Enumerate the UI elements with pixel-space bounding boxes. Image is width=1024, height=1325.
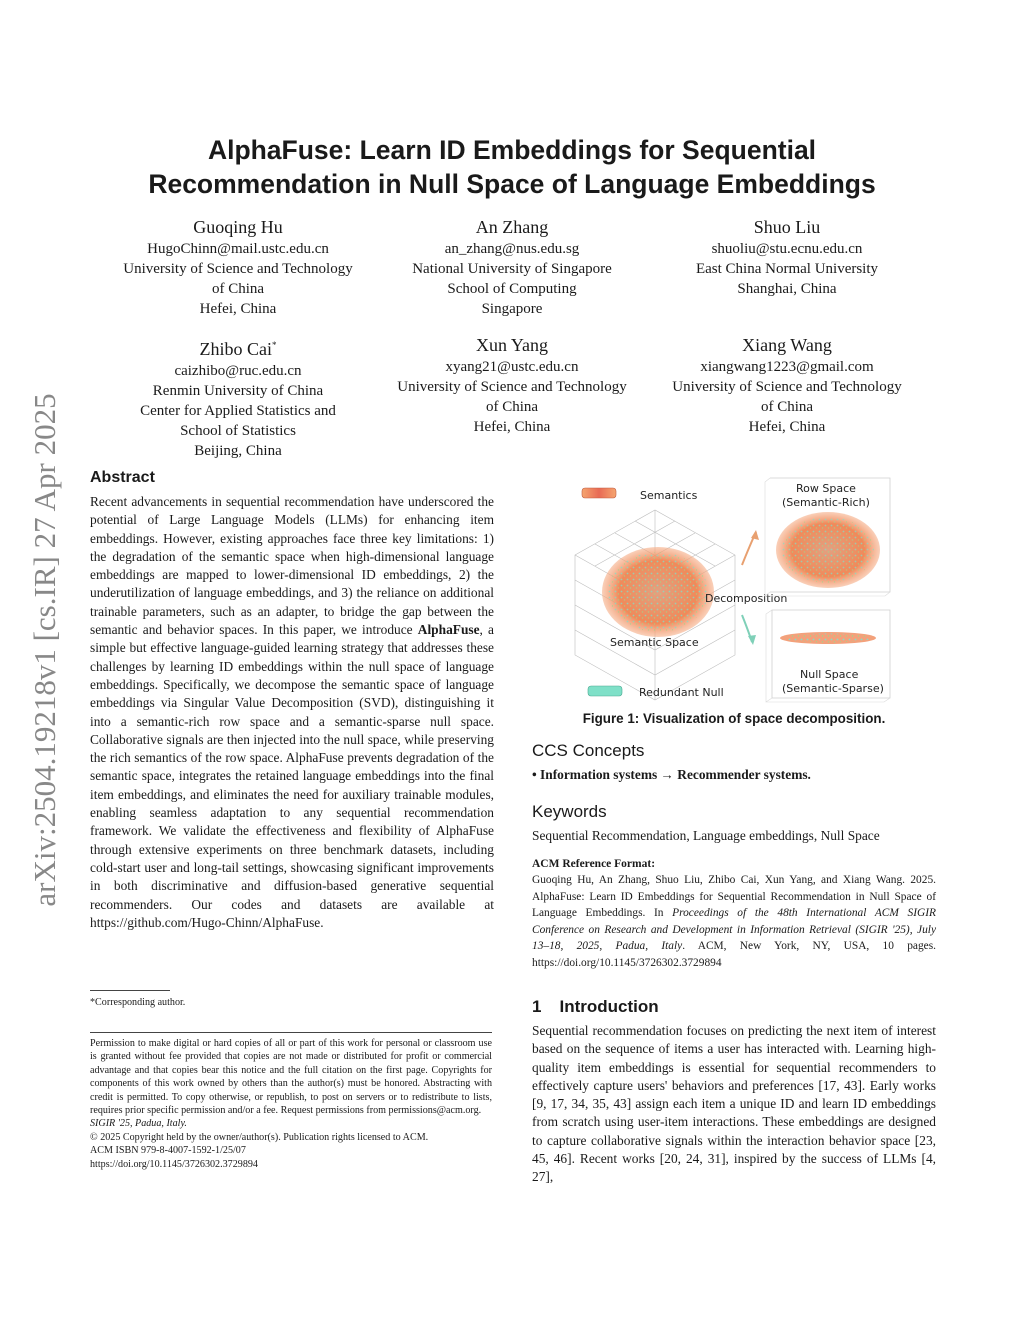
figure-caption: Figure 1: Visualization of space decomposition. <box>582 711 886 726</box>
row-space-panel <box>765 478 890 596</box>
arrow-head-down <box>748 635 756 645</box>
ccs-heading: CCS Concepts <box>532 741 645 760</box>
null-space-panel <box>766 610 890 702</box>
author-name: Guoqing Hu <box>193 217 283 237</box>
decomposition-label: Decomposition <box>705 592 788 605</box>
abstract-heading: Abstract <box>90 469 155 486</box>
row-space-subtitle: (Semantic-Rich) <box>782 496 870 509</box>
author-name: An Zhang <box>475 217 549 237</box>
abstract-section <box>90 469 494 932</box>
author-block-6 <box>652 334 922 437</box>
proceedings-title: Proceedings of the 48th International ACM SIGIR Conference on Research and Development in Information Retrieval (SIGIR '25), July 13–18, 2025, Padua, Italy <box>532 907 936 953</box>
abstract-text: Recent advancements in sequential recommendation have underscored the potential of Large Language Models (LLMs) for enhancing item embeddings. However, existing approaches face three key limitations: 1) the degradation of the semantic space when high-dimensional language embeddings are mapped to lower-dimensional ID embeddings, 2) the underutilization of language embeddings, and 3) the reliance on additional trainable parameters, such as an adapter, to bridge the gap between the semantic and behavior spaces. In this paper, we introduce AlphaFuse, a simple but effective language-guided learning strategy that addresses these challenges by learning ID embeddings within the null space of language embeddings. Specifically, we decompose the semantic space of language embeddings via Singular Value Decomposition (SVD), distinguishing it into a semantic-rich row space and a semantic-sparse null space. Collaborative signals are then injected into the null space, while preserving the rich semantics of the row space. AlphaFuse prevents degradation of the semantic space, integrates the retained language embeddings into the final item embeddings, and eliminates the need for auxiliary trainable modules, enabling seamless adaptation to any sequential recommendation framework. We validate the effectiveness and flexibility of AlphaFuse through extensive experiments on three benchmark datasets, including cold-start user and long-tail settings, showcasing significant improvements in both discriminative and diffusion-based generative sequential recommenders. Our codes and datasets are available at https://github.com/Hugo-Chinn/AlphaFuse. <box>90 494 495 930</box>
figure-1 <box>560 470 940 705</box>
copyright-line: © 2025 Copyright held by the owner/author(s). Publication rights licensed to ACM. <box>90 1131 429 1143</box>
null-legend-swatch <box>588 686 622 696</box>
author-affiliation: School of Statistics <box>180 423 296 439</box>
author-affiliation: Renmin University of China <box>152 383 324 399</box>
introduction-text: Sequential recommendation focuses on predicting the next item of interest based on the sequence of items a user has interacted with. Learning high-quality item embeddings is essential for sequential recommenders to effectively capture users' behaviors and preferences [17, 43]. Early works [9, 17, 34, 35, 43] assign each item a unique ID and learn ID embeddings from scratch using user-item interactions. These embeddings are designed to capture collaborative signals within the interaction behavior space [23, 45, 46]. Recent works [20, 24, 31], inspired by the success of LLMs [4, 27], <box>532 1023 936 1185</box>
semantic-space-label: Semantic Space <box>610 636 699 649</box>
author-block-3 <box>652 216 922 299</box>
acm-reference-heading: ACM Reference Format: <box>532 858 656 870</box>
author-email: shuoliu@stu.ecnu.edu.cn <box>711 241 863 257</box>
author-affiliation: School of Computing <box>447 281 577 297</box>
null-space-subtitle: (Semantic-Sparse) <box>782 682 884 695</box>
keywords-section <box>532 802 936 844</box>
acm-reference-section <box>532 857 936 972</box>
author-block-4 <box>103 334 373 461</box>
keywords-heading: Keywords <box>532 802 607 821</box>
author-affiliation: National University of Singapore <box>412 261 612 277</box>
author-affiliation: of China <box>760 399 814 415</box>
venue-line: SIGIR '25, Padua, Italy. <box>90 1118 187 1130</box>
author-affiliation: University of Science and Technology <box>123 261 353 277</box>
author-block-1 <box>103 216 373 319</box>
author-name: Xun Yang <box>475 335 549 355</box>
arxiv-identifier: arXiv:2504.19218v1 [cs.IR] 27 Apr 2025 <box>27 393 62 907</box>
space-decomposition-figure <box>560 470 940 705</box>
author-affiliation: East China Normal University <box>695 261 879 277</box>
title-line-1: AlphaFuse: Learn ID Embeddings for Sequential <box>207 135 817 165</box>
author-affiliation: of China <box>211 281 265 297</box>
introduction-section <box>532 997 936 1187</box>
author-location: Hefei, China <box>199 301 277 317</box>
acm-reference-text: Guoqing Hu, An Zhang, Shuo Liu, Zhibo Cai, Xun Yang, and Xiang Wang. 2025. AlphaFuse: Learn ID Embeddings for Sequential Recommendation in Null Space of Language Embeddings. In Proceedings of the 48th International ACM SIGIR Conference on Research and Development in Information Retrieval (SIGIR '25), July 13–18, 2025, Padua, Italy. ACM, New York, NY, USA, 10 pages. https://doi.org/10.1145/3726302.3729894 <box>532 874 936 969</box>
title-line-2: Recommendation in Null Space of Language Embeddings <box>148 169 876 199</box>
author-affiliation: Center for Applied Statistics and <box>140 403 336 419</box>
author-location: Hefei, China <box>473 419 551 435</box>
author-name: Shuo Liu <box>753 217 821 237</box>
author-email: HugoChinn@mail.ustc.edu.cn <box>147 241 329 257</box>
author-block-2 <box>377 216 647 319</box>
corresponding-mark: * <box>272 340 277 350</box>
author-email: an_zhang@nus.edu.sg <box>444 241 580 257</box>
author-affiliation: of China <box>485 399 539 415</box>
author-location: Shanghai, China <box>737 281 837 297</box>
method-name: AlphaFuse <box>417 622 480 638</box>
permission-notice: Permission to make digital or hard copies of all or part of this work for personal or classroom use is granted without fee provided that copies are not made or distributed for profit or commercial advantage and that copies bear this notice and the full citation on the first page. Copyrights for components of this work owned by others than the author(s) must be honored. Abstracting with credit is permitted. To copy otherwise, or republish, to post on servers or to redistribute to lists, requires prior specific permission and/or a fee. Request permissions from permissions@acm.org. <box>90 1038 492 1117</box>
introduction-heading: 1 Introduction <box>532 997 659 1016</box>
semantics-legend-swatch <box>582 488 616 498</box>
author-email: caizhibo@ruc.edu.cn <box>174 363 302 379</box>
author-email: xiangwang1223@gmail.com <box>700 359 874 375</box>
row-space-title: Row Space <box>796 482 856 495</box>
null-legend-label: Redundant Null <box>639 686 724 699</box>
semantic-cloud-speckle <box>608 552 708 632</box>
author-name: Xiang Wang <box>742 335 832 355</box>
ccs-section <box>532 741 936 783</box>
footnote: *Corresponding author. <box>90 997 186 1008</box>
ccs-item: • Information systems → Recommender systems. <box>532 767 811 782</box>
author-name: Zhibo Cai* <box>199 339 277 359</box>
null-space-title: Null Space <box>800 668 859 681</box>
author-email: xyang21@ustc.edu.cn <box>445 359 579 375</box>
section-number: 1 <box>532 997 542 1016</box>
author-affiliation: University of Science and Technology <box>397 379 627 395</box>
permission-rule <box>90 1032 492 1033</box>
paper-title <box>100 133 924 201</box>
keywords-text: Sequential Recommendation, Language embeddings, Null Space <box>532 828 880 843</box>
semantics-legend-label: Semantics <box>640 489 698 502</box>
author-location: Beijing, China <box>194 443 282 459</box>
isbn-line: ACM ISBN 979-8-4007-1592-1/25/07 <box>90 1145 246 1157</box>
author-location: Hefei, China <box>748 419 826 435</box>
author-location: Singapore <box>481 301 543 317</box>
author-affiliation: University of Science and Technology <box>672 379 902 395</box>
permission-block <box>90 1037 492 1171</box>
doi-link[interactable]: https://doi.org/10.1145/3726302.3729894 <box>90 1158 258 1170</box>
footnote-rule <box>90 990 170 991</box>
author-block-5 <box>377 334 647 437</box>
